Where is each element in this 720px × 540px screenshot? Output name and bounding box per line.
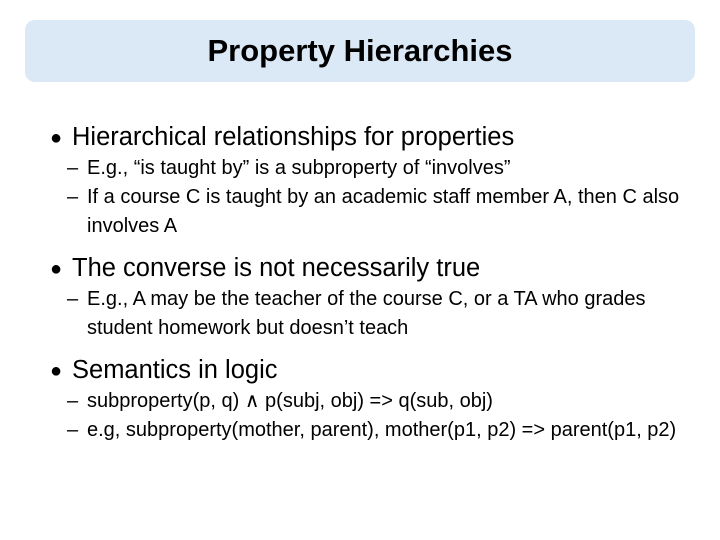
bullet-item: [50, 120, 710, 154]
bullet-item: [50, 251, 710, 285]
sub-bullet-item: [50, 387, 710, 416]
slide-body: [50, 120, 710, 445]
dash-icon: –: [67, 157, 79, 179]
sub-bullet-text: E.g., “is taught by” is a subproperty of “involves”: [87, 157, 511, 179]
bullet-dot-icon: ●: [50, 258, 63, 280]
sub-bullet-item: [50, 154, 710, 183]
sub-bullet-item: [50, 285, 710, 343]
dash-icon: –: [67, 288, 79, 310]
sub-bullet-item: [50, 183, 710, 241]
sub-bullet-text: E.g., A may be the teacher of the course C, or a TA who grades student homework but doesn’t teach: [87, 288, 646, 339]
title-banner: [25, 20, 695, 82]
slide-title: Property Hierarchies: [207, 33, 513, 68]
bullet-dot-icon: ●: [50, 360, 63, 382]
bullet-dot-icon: ●: [50, 127, 63, 149]
sub-bullet-text: e.g, subproperty(mother, parent), mother(p1, p2) => parent(p1, p2): [87, 419, 677, 441]
sub-bullet-item: [50, 416, 710, 445]
bullet-text: The converse is not necessarily true: [72, 254, 481, 282]
dash-icon: –: [67, 419, 79, 441]
bullet-text: Semantics in logic: [72, 356, 278, 384]
bullet-item: [50, 353, 710, 387]
bullet-text: Hierarchical relationships for properties: [72, 123, 515, 151]
sub-bullet-text: subproperty(p, q) ∧ p(subj, obj) => q(sub, obj): [87, 390, 493, 412]
sub-bullet-text: If a course C is taught by an academic staff member A, then C also involves A: [87, 186, 680, 237]
dash-icon: –: [67, 390, 79, 412]
dash-icon: –: [67, 186, 79, 208]
